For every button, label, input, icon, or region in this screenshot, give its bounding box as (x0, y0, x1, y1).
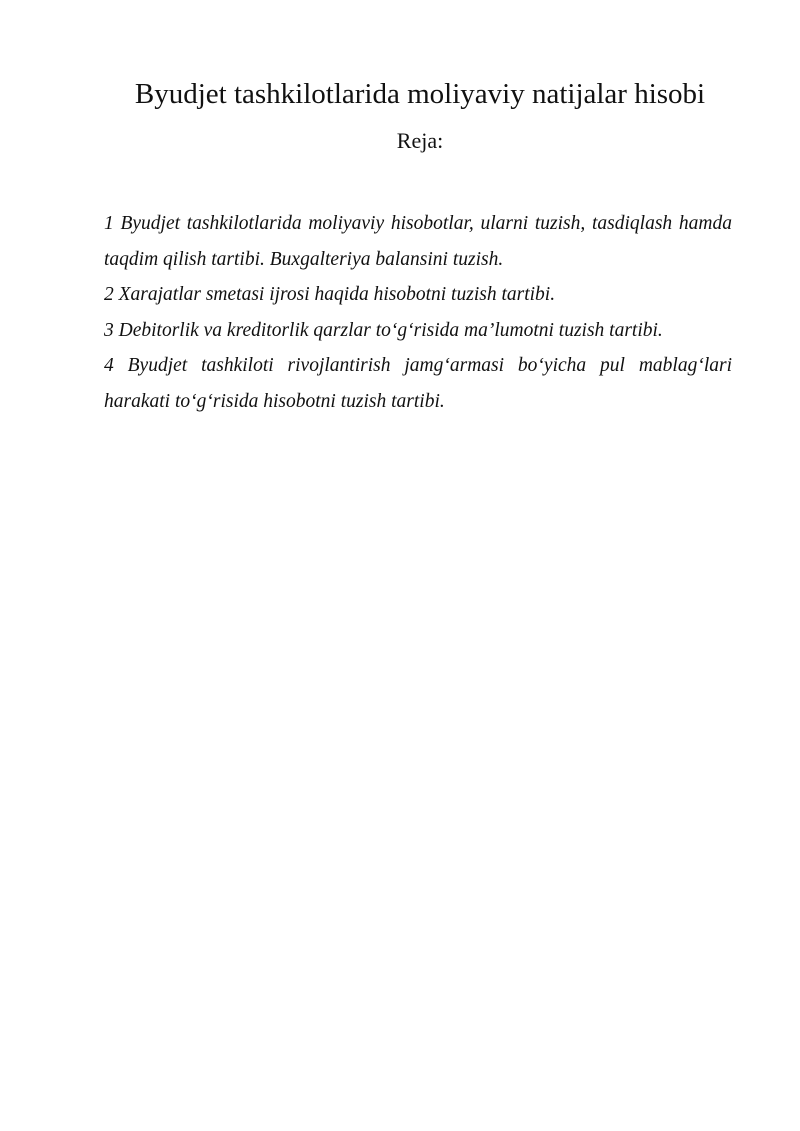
plan-item: 4 Byudjet tashkiloti rivojlantirish jamg‘armasi bo‘yicha pul mablag‘lari harakati to‘g‘risida hisobotni tuzish tartibi. (104, 355, 732, 412)
plan-item: 2 Xarajatlar smetasi ijrosi haqida hisobotni tuzish tartibi. (104, 284, 556, 305)
document-title: Byudjet tashkilotlarida moliyaviy natijalar hisobi (134, 78, 706, 110)
plan-heading: Reja: (396, 128, 444, 153)
plan-list (104, 206, 732, 419)
plan-item: 3 Debitorlik va kreditorlik qarzlar to‘g‘risida ma’lumotni tuzish tartibi. (104, 319, 663, 341)
plan-item: 1 Byudjet tashkilotlarida moliyaviy hisobotlar, ularni tuzish, tasdiqlash hamda taqdim qilish tartibi. Buxgalteriya balansini tuzish. (104, 213, 732, 270)
